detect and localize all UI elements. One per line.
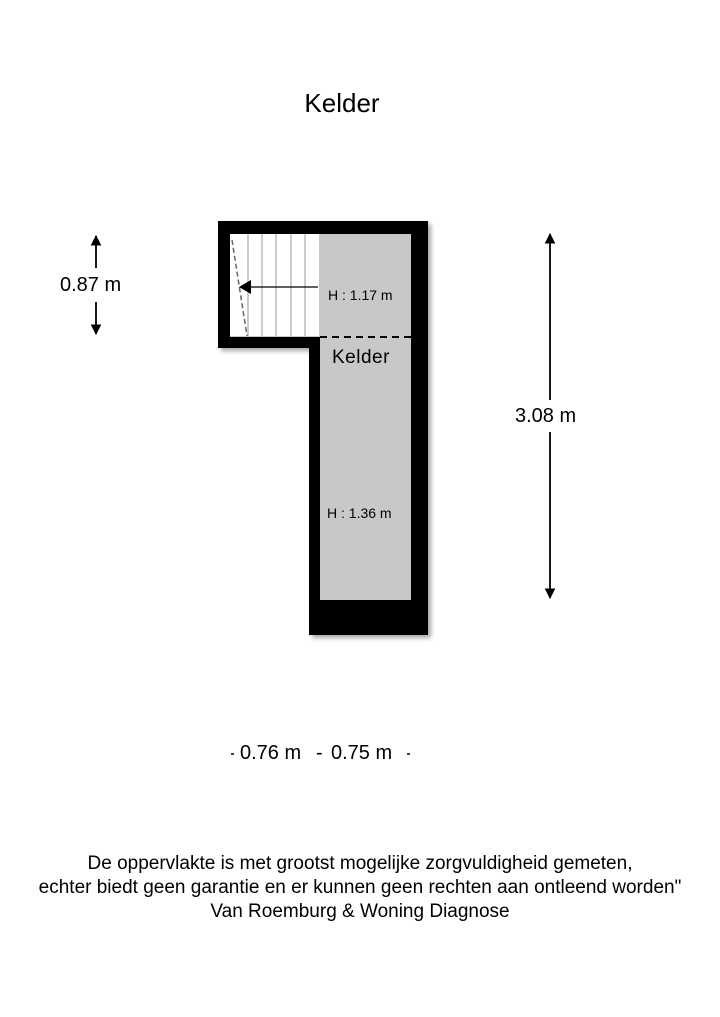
right-height-label: 3.08 m bbox=[515, 405, 577, 427]
room-name-label: Kelder bbox=[332, 347, 390, 368]
disclaimer bbox=[0, 852, 720, 924]
disclaimer-line-2: echter biedt geen garantie en er kunnen geen rechten aan ontleend worden" bbox=[38, 877, 682, 898]
left-height-label: 0.87 m bbox=[60, 274, 122, 296]
room-height-lower: H : 1.36 m bbox=[327, 505, 392, 521]
bottom-width-right-label: 0.75 m bbox=[331, 742, 393, 764]
disclaimer-line-1: De oppervlakte is met grootst mogelijke zorgvuldigheid gemeten, bbox=[87, 853, 633, 874]
bottom-width-left-label: 0.76 m bbox=[240, 742, 302, 764]
bottom-width-separator: - bbox=[316, 742, 323, 764]
disclaimer-line-3: Van Roemburg & Woning Diagnose bbox=[210, 901, 510, 922]
staircase bbox=[230, 234, 319, 336]
floor-title: Kelder bbox=[304, 88, 380, 118]
room-height-upper: H : 1.17 m bbox=[328, 287, 393, 303]
